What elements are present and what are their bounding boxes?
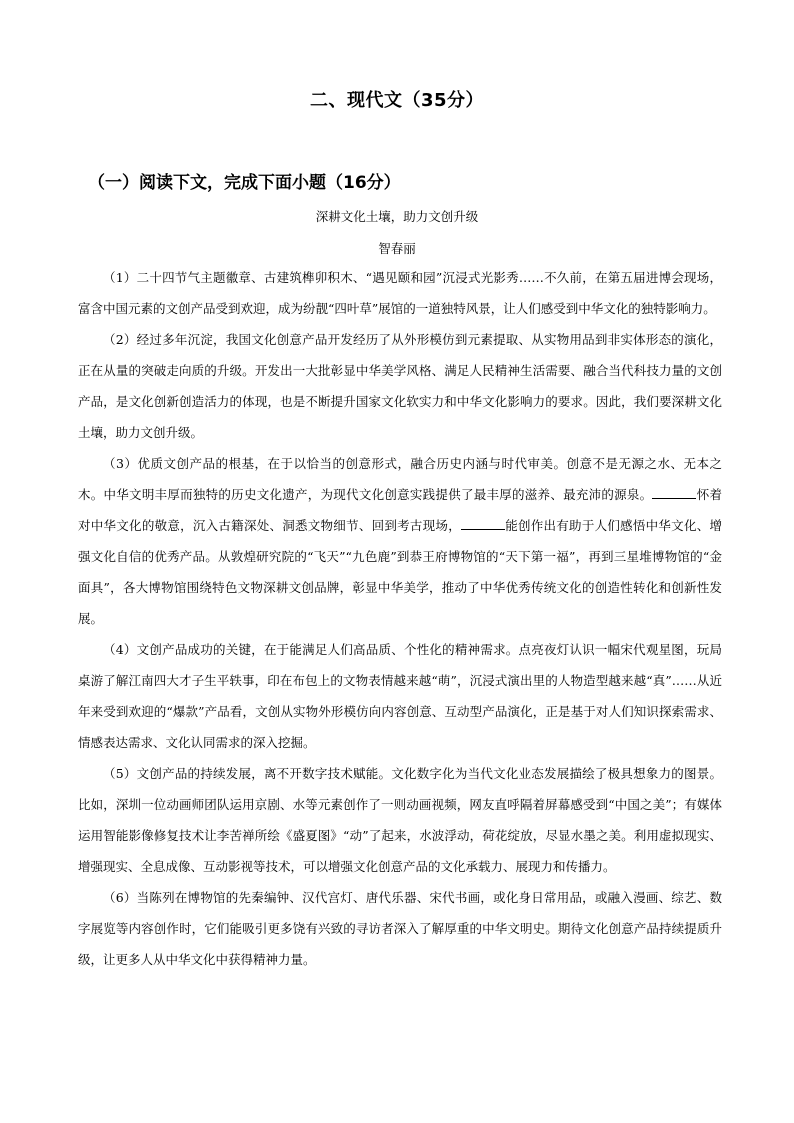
paragraph-4: （4）文创产品成功的关键，在于能满足人们高品质、个性化的精神需求。点亮夜灯认识一幅宋代观星图，玩局桌游了解江南四大才子生平轶事，印在布包上的文物表情越来越“萌”，沉浸式演出里的人物造型越来越“真”……从近年来受到欢迎的“爆款”产品看，文创从实物外形模仿向内容创意、互动型产品演化，正是基于对人们知识探索需求、情感表达需求、文化认同需求的深入挖掘。 [78,642,722,750]
article-title: 深耕文化土壤，助力文创升级 [315,209,479,224]
paragraph-6: （6）当陈列在博物馆的先秦编钟、汉代宫灯、唐代乐器、宋代书画，或化身日常用品，或融入漫画、综艺、数字展览等内容创作时，它们能吸引更多饶有兴致的寻访者深入了解厚重的中华文明史。期待文化创意产品持续提质升级，让更多人从中华文化中获得精神力量。 [78,890,722,967]
paragraph-5: （5）文创产品的持续发展，离不开数字技术赋能。文化数字化为当代文化业态发展描绘了极具想象力的图景。比如，深圳一位动画师团队运用京剧、水等元素创作了一则动画视频，网友直呼隔着屏幕感受到“中国之美”；有媒体运用智能影像修复技术让李苦禅所绘《盛夏图》“动”了起来，水波浮动，荷花绽放，尽显水墨之美。利用虚拟现实、增强现实、全息成像、互动影视等技术，可以增强文化创意产品的文化承载力、展现力和传播力。 [78,766,722,874]
paragraph-3-part-1: （3）优质文创产品的根基，在于以恰当的创意形式，融合历史内涵与时代审美。创意不是无源之水、无本之木。中华文明丰厚而独特的历史文化遗产，为现代文化创意实践提供了最丰厚的滋养、最充沛的源泉。 [78,456,722,502]
section-title: 二、现代文（35分） [309,90,485,111]
paragraph-3-part-2: 怀着对中华文化的敬意，沉入古籍深处、洞悉文物细节、回到考古现场， [78,487,722,533]
paragraph-3 [78,448,722,634]
paragraph-2: （2）经过多年沉淀，我国文化创意产品开发经历了从外形模仿到元素提取、从实物用品到非实体形态的演化，正在从量的突破走向质的升级。开发出一大批彰显中华美学风格、满足人民精神生活需要、融合当代科技力量的文创产品，是文化创新创造活力的体现，也是不断提升国家文化软实力和中华文化影响力的要求。因此，我们要深耕文化土壤，助力文创升级。 [78,332,722,440]
paragraph-1: （1）二十四节气主题徽章、古建筑榫卯积木、“遇见颐和园”沉浸式光影秀……不久前，在第五届进博会现场，富含中国元素的文创产品受到欢迎，成为纷靓“四叶草”展馆的一道独特风景，让人们感受到中华文化的独特影响力。 [78,270,722,316]
article-author: 智春丽 [378,241,416,256]
fill-blank-2[interactable] [461,517,505,530]
paragraph-3-part-3: 能创作出有助于人们感悟中华文化、增强文化自信的优秀产品。从敦煌研究院的“飞天”“九色鹿”到恭王府博物馆的“天下第一福”，再到三星堆博物馆的“金面具”，各大博物馆围绕特色文物深耕文创品牌，彰显中华美学，推动了中华优秀传统文化的创造性转化和创新性发展。 [78,518,722,626]
subsection-title: （一）阅读下文，完成下面小题（16分） [88,173,401,193]
article-body [78,262,722,975]
fill-blank-1[interactable] [652,486,696,499]
